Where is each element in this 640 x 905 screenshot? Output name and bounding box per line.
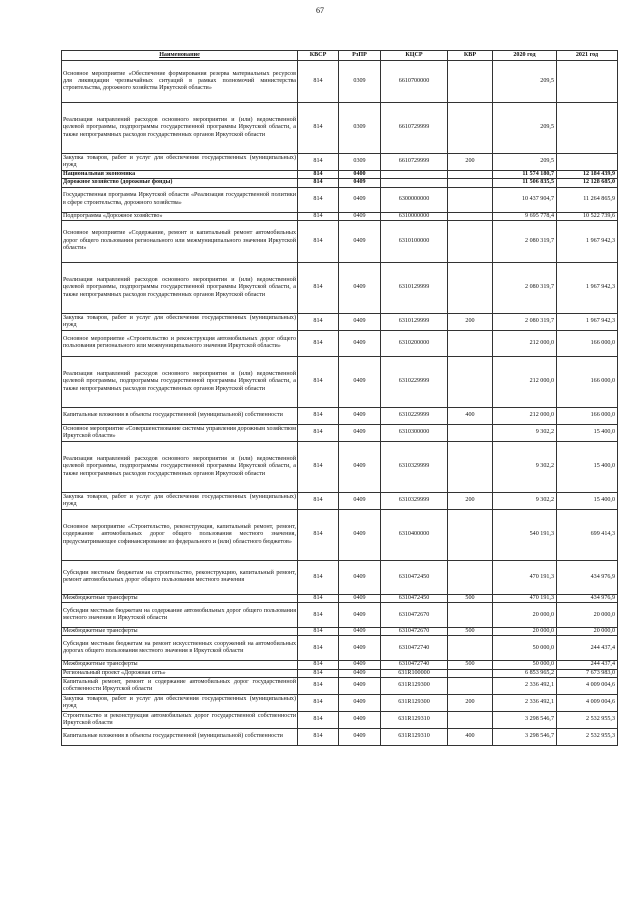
cell-y2021: 15 400,0: [557, 492, 618, 509]
cell-y2021: 1 967 942,3: [557, 220, 618, 262]
cell-ksr: 631R129300: [381, 678, 448, 695]
cell-ksvr: 814: [298, 61, 339, 103]
cell-y2020: 50 000,0: [493, 661, 557, 669]
cell-ksr: [381, 171, 448, 179]
cell-name: Закупка товаров, работ и услуг для обеспечения государственных (муниципальных) нужд: [62, 492, 298, 509]
cell-kvr: [448, 712, 493, 729]
cell-ksvr: 814: [298, 103, 339, 154]
table-row: [62, 669, 618, 677]
cell-name: Основное мероприятие «Содержание, ремонт и капитальный ремонт автомобильных дорог общего пользования регионального или межмуниципального значения Иркутской области»: [62, 220, 298, 262]
cell-rzpr: 0409: [339, 695, 381, 712]
cell-ksvr: 814: [298, 187, 339, 212]
cell-y2020: 470 191,3: [493, 560, 557, 594]
cell-rzpr: 0409: [339, 603, 381, 628]
cell-name: Дорожное хозяйство (дорожные фонды): [62, 179, 298, 187]
table-row: [62, 441, 618, 492]
cell-y2020: 11 574 180,7: [493, 171, 557, 179]
cell-ksvr: 814: [298, 407, 339, 424]
cell-rzpr: 0409: [339, 313, 381, 330]
cell-rzpr: 0409: [339, 628, 381, 636]
cell-name: Межбюджетные трансферты: [62, 661, 298, 669]
table-row: [62, 407, 618, 424]
cell-kvr: [448, 220, 493, 262]
cell-kvr: 400: [448, 407, 493, 424]
cell-ksvr: 814: [298, 220, 339, 262]
cell-ksvr: 814: [298, 313, 339, 330]
cell-kvr: [448, 669, 493, 677]
header-2021: 2021 год: [557, 51, 618, 61]
page-number: 67: [316, 6, 324, 15]
cell-y2021: 10 522 739,6: [557, 212, 618, 220]
cell-y2020: 212 000,0: [493, 407, 557, 424]
cell-rzpr: 0409: [339, 179, 381, 187]
cell-y2021: 11 264 865,9: [557, 187, 618, 212]
cell-y2020: 2 080 319,7: [493, 262, 557, 313]
cell-y2021: 2 532 955,3: [557, 729, 618, 746]
cell-y2021: 434 976,9: [557, 560, 618, 594]
cell-y2021: 4 009 004,6: [557, 695, 618, 712]
table-row: [62, 424, 618, 441]
table-row: [62, 661, 618, 669]
cell-ksvr: 814: [298, 424, 339, 441]
cell-y2020: 212 000,0: [493, 330, 557, 356]
cell-kvr: [448, 441, 493, 492]
table-row: [62, 179, 618, 187]
cell-name: Реализация направлений расходов основного мероприятия и (или) ведомственной целевой программы, подпрограммы государственной программы Иркутской области, а также непрограммных расходов государственных органов Иркутской области: [62, 103, 298, 154]
cell-ksr: 6610729999: [381, 154, 448, 171]
cell-kvr: 200: [448, 154, 493, 171]
cell-y2021: 7 673 983,0: [557, 669, 618, 677]
cell-ksvr: 814: [298, 729, 339, 746]
cell-name: Субсидии местным бюджетам на содержание автомобильных дорог общего пользования местного значения в Иркутской области: [62, 603, 298, 628]
cell-y2021: 12 128 685,0: [557, 179, 618, 187]
cell-ksvr: 814: [298, 594, 339, 602]
cell-ksr: 6310229999: [381, 407, 448, 424]
cell-ksvr: 814: [298, 441, 339, 492]
cell-rzpr: 0409: [339, 636, 381, 661]
cell-y2020: 209,5: [493, 103, 557, 154]
cell-y2020: 9 695 778,4: [493, 212, 557, 220]
cell-y2021: [557, 61, 618, 103]
table-row: [62, 262, 618, 313]
cell-y2020: 2 336 492,1: [493, 695, 557, 712]
cell-rzpr: 0409: [339, 712, 381, 729]
cell-name: Субсидии местным бюджетам на ремонт искусственных сооружений на автомобильных дорогах общего пользования местного значения в Иркутской области: [62, 636, 298, 661]
cell-y2020: 209,5: [493, 154, 557, 171]
cell-y2020: 20 000,0: [493, 628, 557, 636]
table-row: [62, 187, 618, 212]
cell-ksvr: 814: [298, 695, 339, 712]
cell-name: Реализация направлений расходов основного мероприятия и (или) ведомственной целевой программы, подпрограммы государственной программы Иркутской области, а также непрограммных расходов государственных органов Иркутской области: [62, 262, 298, 313]
cell-ksvr: 814: [298, 262, 339, 313]
cell-kvr: [448, 262, 493, 313]
table-row: [62, 628, 618, 636]
cell-rzpr: 0409: [339, 187, 381, 212]
cell-y2020: 3 298 546,7: [493, 712, 557, 729]
table-row: [62, 509, 618, 560]
cell-ksr: 6310472740: [381, 661, 448, 669]
cell-name: Реализация направлений расходов основного мероприятия и (или) ведомственной целевой программы, подпрограммы государственной программы Иркутской области, а также непрограммных расходов государственных органов Иркутской области: [62, 441, 298, 492]
cell-kvr: [448, 356, 493, 407]
table-row: [62, 729, 618, 746]
cell-rzpr: 0409: [339, 560, 381, 594]
cell-kvr: [448, 330, 493, 356]
cell-rzpr: 0409: [339, 509, 381, 560]
table-row: [62, 695, 618, 712]
cell-rzpr: 0409: [339, 424, 381, 441]
cell-kvr: [448, 179, 493, 187]
cell-kvr: 400: [448, 729, 493, 746]
cell-y2020: 9 302,2: [493, 441, 557, 492]
cell-name: Основное мероприятие «Обеспечение формирования резерва материальных ресурсов для ликвидации чрезвычайных ситуаций в рамках полномочий министерства строительства, дорожного хозяйства Иркутской области»: [62, 61, 298, 103]
cell-rzpr: 0409: [339, 212, 381, 220]
table-header-row: [62, 51, 618, 61]
cell-y2021: 1 967 942,3: [557, 262, 618, 313]
cell-rzpr: 0409: [339, 669, 381, 677]
cell-name: Закупка товаров, работ и услуг для обеспечения государственных (муниципальных) нужд: [62, 695, 298, 712]
table-row: [62, 603, 618, 628]
cell-y2021: 699 414,3: [557, 509, 618, 560]
cell-name: Межбюджетные трансферты: [62, 594, 298, 602]
cell-y2020: 9 302,2: [493, 424, 557, 441]
cell-ksvr: 814: [298, 628, 339, 636]
cell-y2021: 20 000,0: [557, 628, 618, 636]
cell-ksr: 631R129310: [381, 712, 448, 729]
table-row: [62, 636, 618, 661]
cell-ksr: 6310472740: [381, 636, 448, 661]
cell-ksr: 631R129300: [381, 695, 448, 712]
cell-name: Капитальные вложения в объекты государственной (муниципальной) собственности: [62, 729, 298, 746]
cell-name: Основное мероприятие «Строительство, реконструкция, капитальный ремонт, ремонт, содержание автомобильных дорог общего пользования местного значения, предусматривающее софинансирование из федерального и (или) областного бюджетов»: [62, 509, 298, 560]
cell-name: Закупка товаров, работ и услуг для обеспечения государственных (муниципальных) нужд: [62, 313, 298, 330]
cell-name: Государственная программа Иркутской области «Реализация государственной политики в сфере строительства, дорожного хозяйства»: [62, 187, 298, 212]
cell-ksvr: 814: [298, 712, 339, 729]
cell-kvr: [448, 171, 493, 179]
header-ksvr: КВСР: [298, 51, 339, 61]
cell-y2021: 166 000,0: [557, 356, 618, 407]
cell-rzpr: 0409: [339, 220, 381, 262]
table-row: [62, 678, 618, 695]
cell-ksvr: 814: [298, 669, 339, 677]
cell-y2020: 470 191,3: [493, 594, 557, 602]
cell-ksr: 6310200000: [381, 330, 448, 356]
cell-ksr: 6310129999: [381, 262, 448, 313]
cell-y2021: 2 532 955,3: [557, 712, 618, 729]
cell-y2021: 244 437,4: [557, 636, 618, 661]
table-row: [62, 313, 618, 330]
cell-rzpr: 0409: [339, 729, 381, 746]
table-row: [62, 171, 618, 179]
cell-ksr: 6610729999: [381, 103, 448, 154]
cell-y2021: 1 967 942,3: [557, 313, 618, 330]
cell-y2021: 434 976,9: [557, 594, 618, 602]
cell-ksr: 6310100000: [381, 220, 448, 262]
cell-y2021: [557, 154, 618, 171]
cell-ksvr: 814: [298, 179, 339, 187]
cell-kvr: [448, 603, 493, 628]
cell-rzpr: 0309: [339, 61, 381, 103]
cell-ksvr: 814: [298, 212, 339, 220]
cell-ksr: 6310229999: [381, 356, 448, 407]
cell-ksvr: 814: [298, 603, 339, 628]
cell-rzpr: 0409: [339, 356, 381, 407]
cell-ksr: 6310472450: [381, 560, 448, 594]
cell-kvr: [448, 61, 493, 103]
cell-kvr: [448, 636, 493, 661]
cell-ksr: 6310472670: [381, 628, 448, 636]
cell-name: Основное мероприятие «Строительство и реконструкция автомобильных дорог общего пользования регионального или межмуниципального значения Иркутской области»: [62, 330, 298, 356]
cell-rzpr: 0409: [339, 407, 381, 424]
cell-rzpr: 0309: [339, 103, 381, 154]
cell-ksvr: 814: [298, 171, 339, 179]
cell-name: Региональный проект «Дорожная сеть»: [62, 669, 298, 677]
table-row: [62, 492, 618, 509]
cell-ksr: 6300000000: [381, 187, 448, 212]
cell-ksr: 6310300000: [381, 424, 448, 441]
cell-y2021: 166 000,0: [557, 330, 618, 356]
cell-kvr: 200: [448, 492, 493, 509]
cell-ksr: 631R100000: [381, 669, 448, 677]
header-name: Наименование: [62, 51, 298, 61]
cell-y2020: 2 080 319,7: [493, 313, 557, 330]
cell-ksr: 6310472450: [381, 594, 448, 602]
cell-name: Основное мероприятие «Совершенствование системы управления дорожным хозяйством Иркутской области»: [62, 424, 298, 441]
cell-y2020: 6 853 965,2: [493, 669, 557, 677]
cell-name: Субсидии местным бюджетам на строительство, реконструкцию, капитальный ремонт, ремонт автомобильных дорог общего пользования местного значения: [62, 560, 298, 594]
cell-y2021: 15 400,0: [557, 441, 618, 492]
cell-kvr: 500: [448, 594, 493, 602]
cell-kvr: [448, 509, 493, 560]
cell-kvr: [448, 678, 493, 695]
cell-name: Строительство и реконструкция автомобильных дорог государственной собственности Иркутской области: [62, 712, 298, 729]
cell-y2021: 20 000,0: [557, 603, 618, 628]
cell-ksvr: 814: [298, 154, 339, 171]
cell-y2020: 20 000,0: [493, 603, 557, 628]
cell-ksr: 6310329999: [381, 441, 448, 492]
table-row: [62, 61, 618, 103]
cell-kvr: 500: [448, 628, 493, 636]
budget-table: [61, 50, 618, 746]
cell-y2021: [557, 103, 618, 154]
cell-name: Подпрограмма «Дорожное хозяйство»: [62, 212, 298, 220]
cell-ksvr: 814: [298, 678, 339, 695]
cell-rzpr: 0409: [339, 594, 381, 602]
table-row: [62, 712, 618, 729]
cell-ksr: 6310329999: [381, 492, 448, 509]
cell-y2021: 4 009 004,6: [557, 678, 618, 695]
cell-y2021: 166 000,0: [557, 407, 618, 424]
cell-ksvr: 814: [298, 356, 339, 407]
table-row: [62, 154, 618, 171]
cell-y2020: 2 080 319,7: [493, 220, 557, 262]
table-row: [62, 103, 618, 154]
cell-kvr: [448, 212, 493, 220]
cell-ksr: 6610700000: [381, 61, 448, 103]
cell-name: Межбюджетные трансферты: [62, 628, 298, 636]
cell-ksr: 6310129999: [381, 313, 448, 330]
cell-ksr: 6310472670: [381, 603, 448, 628]
cell-rzpr: 0409: [339, 492, 381, 509]
cell-kvr: 500: [448, 661, 493, 669]
table-row: [62, 560, 618, 594]
cell-kvr: [448, 424, 493, 441]
cell-ksr: 631R129310: [381, 729, 448, 746]
cell-ksr: [381, 179, 448, 187]
cell-rzpr: 0309: [339, 154, 381, 171]
cell-rzpr: 0400: [339, 171, 381, 179]
header-2020: 2020 год: [493, 51, 557, 61]
cell-y2020: 10 437 904,7: [493, 187, 557, 212]
cell-name: Закупка товаров, работ и услуг для обеспечения государственных (муниципальных) нужд: [62, 154, 298, 171]
header-kvr: КВР: [448, 51, 493, 61]
table-row: [62, 356, 618, 407]
header-rzpr: РзПР: [339, 51, 381, 61]
cell-kvr: 200: [448, 695, 493, 712]
cell-y2020: 3 298 546,7: [493, 729, 557, 746]
cell-y2021: 15 400,0: [557, 424, 618, 441]
cell-kvr: 200: [448, 313, 493, 330]
table-row: [62, 594, 618, 602]
cell-rzpr: 0409: [339, 262, 381, 313]
cell-y2020: 11 506 835,5: [493, 179, 557, 187]
cell-y2021: 244 437,4: [557, 661, 618, 669]
cell-y2020: 212 000,0: [493, 356, 557, 407]
cell-y2020: 9 302,2: [493, 492, 557, 509]
cell-rzpr: 0409: [339, 661, 381, 669]
cell-kvr: [448, 103, 493, 154]
cell-ksvr: 814: [298, 636, 339, 661]
cell-kvr: [448, 560, 493, 594]
cell-ksvr: 814: [298, 661, 339, 669]
cell-rzpr: 0409: [339, 678, 381, 695]
table-row: [62, 220, 618, 262]
cell-y2020: 540 191,3: [493, 509, 557, 560]
cell-ksvr: 814: [298, 492, 339, 509]
cell-ksr: 6310000000: [381, 212, 448, 220]
table-body: [62, 61, 618, 746]
cell-ksvr: 814: [298, 330, 339, 356]
cell-ksr: 6310400000: [381, 509, 448, 560]
cell-y2021: 12 184 439,9: [557, 171, 618, 179]
header-ksr: КЦСР: [381, 51, 448, 61]
cell-y2020: 2 336 492,1: [493, 678, 557, 695]
table-row: [62, 212, 618, 220]
cell-kvr: [448, 187, 493, 212]
cell-ksvr: 814: [298, 509, 339, 560]
cell-ksvr: 814: [298, 560, 339, 594]
cell-y2020: 209,5: [493, 61, 557, 103]
cell-name: Национальная экономика: [62, 171, 298, 179]
cell-name: Капитальный ремонт, ремонт и содержание автомобильных дорог государственной собственности Иркутской области: [62, 678, 298, 695]
cell-rzpr: 0409: [339, 330, 381, 356]
cell-name: Капитальные вложения в объекты государственной (муниципальной) собственности: [62, 407, 298, 424]
cell-y2020: 50 000,0: [493, 636, 557, 661]
table-row: [62, 330, 618, 356]
cell-rzpr: 0409: [339, 441, 381, 492]
cell-name: Реализация направлений расходов основного мероприятия и (или) ведомственной целевой программы, подпрограммы государственной программы Иркутской области, а также непрограммных расходов государственных органов Иркутской области: [62, 356, 298, 407]
